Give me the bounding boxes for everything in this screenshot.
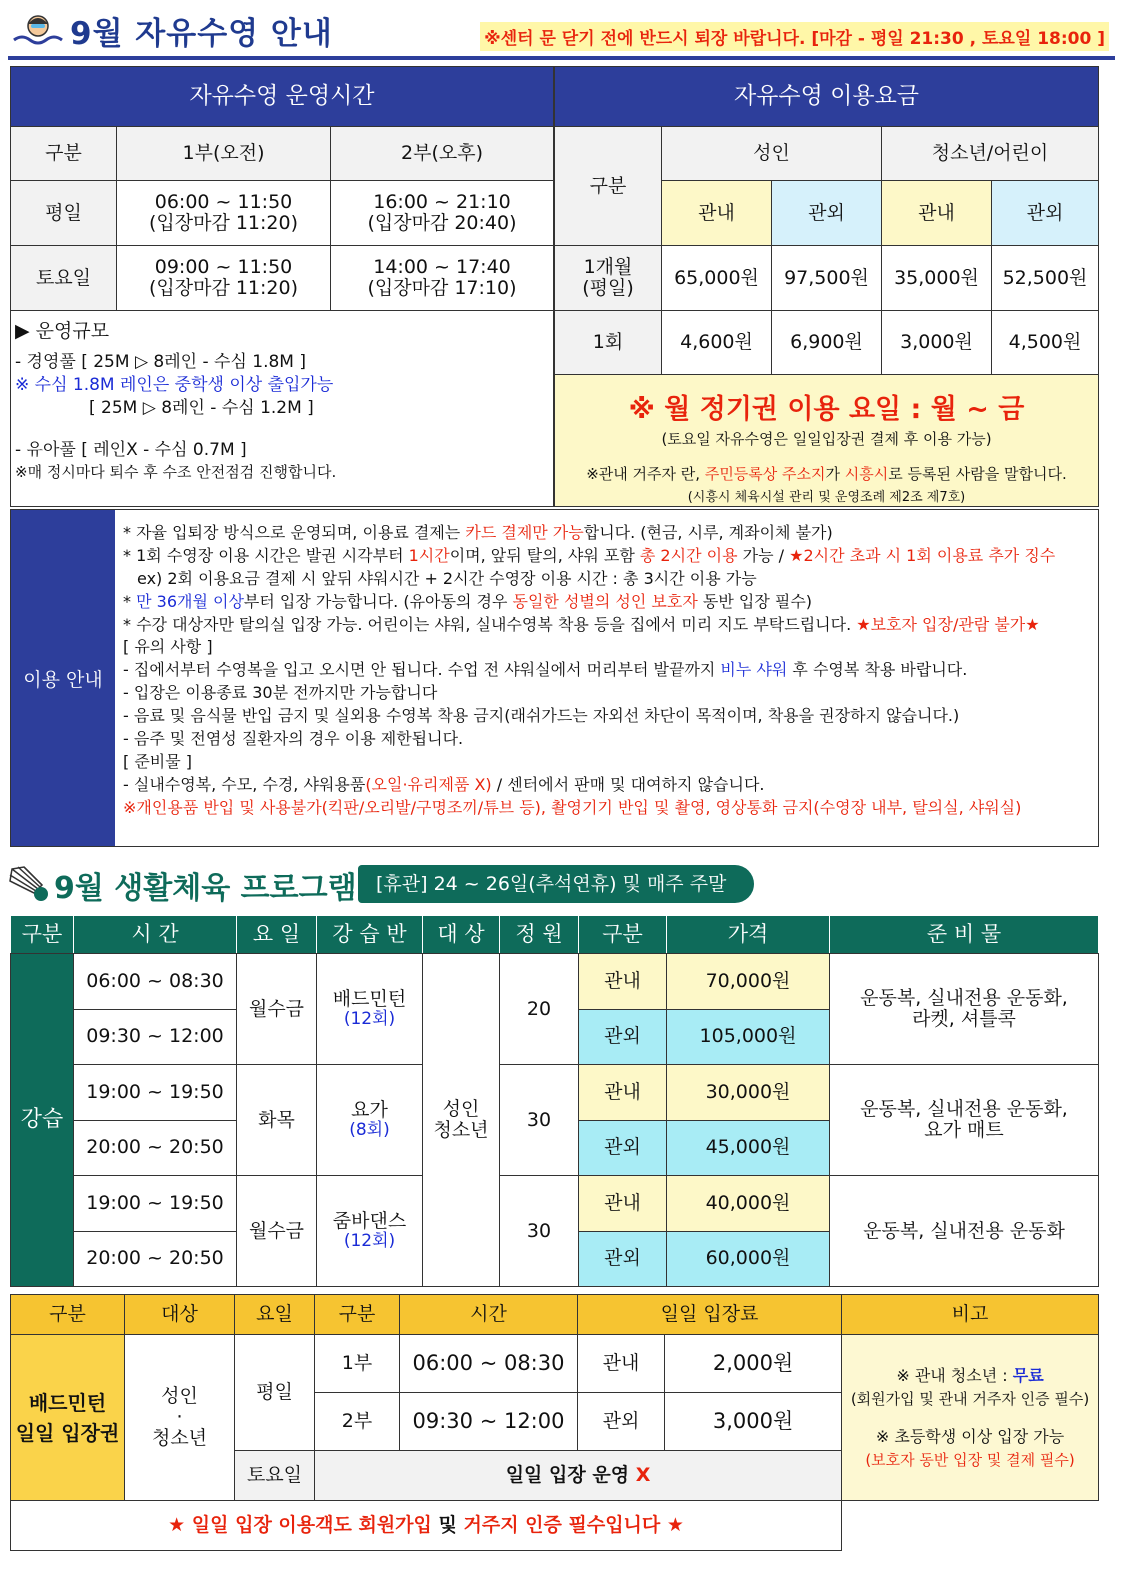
text: * 자율 입퇴장 방식으로 운영되며, 이용료 결제는 — [123, 523, 466, 542]
closing-notice: ※센터 문 닫기 전에 반드시 퇴장 바랍니다. [마감 - 평일 21:30 , 토요일 18:00 ] — [480, 22, 1109, 51]
fees-title: 자유수영 이용요금 — [555, 67, 1099, 127]
col-header: 구분 — [579, 916, 667, 954]
lap-pool-line: - 경영풀 [ 25M ▷ 8레인 - 수심 1.8M ] — [15, 351, 307, 372]
time-cell: 20:00 ~ 20:50 — [74, 1120, 237, 1176]
resident-type: 관외 — [579, 1120, 667, 1176]
time-cell: 19:00 ~ 19:50 — [74, 1065, 237, 1121]
guide-line: - 음주 및 전염성 질환자의 경우 이용 제한됩니다. — [123, 728, 464, 748]
text-highlight: ★보호자 입장/관람 불가★ — [856, 614, 1040, 634]
usage-guide-body — [123, 522, 1092, 819]
capacity-cell: 20 — [500, 954, 579, 1065]
guide-section-heading: [ 유의 사항 ] — [123, 637, 213, 657]
prep-line: 운동복, 실내전용 운동화, — [860, 1098, 1068, 1121]
empty-cell — [842, 1501, 1099, 1551]
col-header: 구분 — [11, 916, 74, 954]
text: 후 수영복 착용 바랍니다. — [787, 660, 968, 680]
target-cell — [423, 954, 500, 1287]
footer-highlight: 회원가입 — [358, 1514, 432, 1537]
fees-col-in: 관내 — [882, 181, 992, 246]
class-name: 배드민턴 — [332, 988, 407, 1011]
entry-deadline: (입장마감 17:10) — [367, 277, 517, 299]
text: * 수강 대상자만 탈의실 입장 가능. 어린이는 샤워, 실내수영복 착용 등을 집에서 미리 지도 부탁드립니다. — [123, 614, 857, 634]
resident-type: 관외 — [579, 1231, 667, 1287]
price-cell: 105,000원 — [667, 1009, 830, 1065]
fees-col-out: 관외 — [992, 181, 1099, 246]
saturday-status — [315, 1451, 842, 1501]
swimmer-icon — [12, 10, 64, 50]
hours-row-weekday — [11, 181, 554, 246]
table-row — [11, 1501, 1099, 1551]
text: * 1회 수영장 이용 시간은 발권 시각부터 — [123, 545, 409, 565]
resident-type: 관내 — [578, 1335, 665, 1393]
part-cell: 1부 — [315, 1335, 400, 1393]
time-cell: 19:00 ~ 19:50 — [74, 1176, 237, 1232]
guide-line — [123, 659, 1092, 682]
saturday-note: (토요일 자유수영은 일일입장권 결제 후 이용 가능) — [661, 430, 992, 448]
col-header: 강 습 반 — [317, 916, 423, 954]
resident-type: 관내 — [579, 954, 667, 1010]
time-cell: 06:00 ~ 08:30 — [400, 1335, 578, 1393]
col-header: 일일 입장료 — [578, 1295, 842, 1335]
guide-line — [123, 591, 1092, 614]
guide-section-heading: [ 준비물 ] — [123, 751, 193, 771]
footer-text: ★ 일일 입장 이용객도 — [168, 1514, 359, 1537]
prep-line: 요가 매트 — [924, 1119, 1004, 1141]
text-highlight: 총 2시간 이용 — [639, 545, 738, 565]
note-text: (회원가입 및 관내 거주자 인증 필수) — [850, 1390, 1090, 1408]
day-cell: 월수금 — [237, 1176, 317, 1287]
prep-line: 운동복, 실내전용 운동화 — [863, 1219, 1065, 1242]
shuttlecock-icon — [8, 865, 50, 903]
price-cell: 40,000원 — [667, 1176, 830, 1232]
time-cell: 06:00 ~ 08:30 — [74, 954, 237, 1010]
prep-cell — [830, 954, 1099, 1065]
fees-col-youth: 청소년/어린이 — [882, 127, 1099, 181]
price-cell: 4,500원 — [992, 311, 1099, 375]
price-cell: 45,000원 — [667, 1120, 830, 1176]
row-label: 평일 — [11, 181, 117, 246]
fees-table — [554, 66, 1099, 375]
time-range: 09:00 ~ 11:50 — [154, 256, 293, 279]
capacity-cell: 30 — [500, 1065, 579, 1176]
text: 합니다. (현금, 시루, 계좌이체 불가) — [583, 523, 833, 542]
table-row — [11, 1065, 1099, 1121]
target-line: 성인 — [442, 1098, 480, 1121]
fees-col-adult: 성인 — [662, 127, 882, 181]
time-cell: 09:30 ~ 12:00 — [74, 1009, 237, 1065]
program-title: 9월 생활체육 프로그램 — [54, 871, 357, 906]
price-cell: 70,000원 — [667, 954, 830, 1010]
resident-type: 관외 — [579, 1009, 667, 1065]
price-cell: 4,600원 — [662, 311, 772, 375]
hours-col-afternoon: 2부(오후) — [331, 127, 554, 181]
time-cell: 20:00 ~ 20:50 — [74, 1231, 237, 1287]
pool-scale-box — [10, 310, 554, 507]
col-header: 구분 — [11, 1295, 125, 1335]
monthly-pass-box — [554, 374, 1099, 507]
entry-deadline: (입장마감 20:40) — [367, 212, 517, 234]
resident-type: 관내 — [579, 1065, 667, 1121]
text: 동반 입장 필수) — [697, 591, 813, 611]
guide-line — [123, 774, 1092, 797]
text-highlight: 만 36개월 이상 — [136, 591, 244, 611]
resident-type: 관외 — [578, 1393, 665, 1451]
row-label: 1회 — [555, 311, 662, 375]
col-header: 요 일 — [237, 916, 317, 954]
guide-line — [123, 545, 1092, 568]
capacity-cell: 30 — [500, 1176, 579, 1287]
target-line: 청소년 — [433, 1119, 489, 1141]
depth-restriction-note: ※ 수심 1.8M 레인은 중학생 이상 출입가능 — [15, 374, 334, 395]
kids-pool-line: - 유아풀 [ 레인X - 수심 0.7M ] — [15, 440, 247, 461]
text: 부터 입장 가능합니다. (유아동의 경우 — [243, 591, 513, 611]
ordinance-reference: (시흥시 체육시설 관리 및 운영조례 제2조 제7호) — [687, 490, 966, 505]
text: - 집에서부터 수영복을 입고 오시면 안 됩니다. 수업 전 샤워실에서 머리부터 발끝까지 — [123, 660, 721, 680]
fees-col-in: 관내 — [662, 181, 772, 246]
guide-line: ※개인용품 반입 및 사용불가(킥판/오리발/구명조끼/튜브 등), 촬영기기 반입 및 촬영, 영상통화 금지(수영장 내부, 탈의실, 샤워실) — [123, 797, 1022, 817]
row-sublabel: (평일) — [582, 277, 634, 299]
col-header: 정 원 — [500, 916, 579, 954]
note-text: ※ 관내 청소년 : — [896, 1366, 1013, 1385]
text-highlight: 주민등록상 주소지 — [704, 465, 826, 483]
table-row — [11, 1176, 1099, 1232]
header-rule — [8, 56, 1115, 60]
text-highlight: 비누 샤워 — [720, 660, 788, 680]
price-cell: 6,900원 — [772, 311, 882, 375]
part-cell: 2부 — [315, 1393, 400, 1451]
class-count: (12회) — [343, 1009, 396, 1030]
program-header — [8, 861, 768, 907]
monthly-pass-days: ※ 월 정기권 이용 요일 : 월 ~ 금 — [628, 394, 1025, 425]
row-label: 토요일 — [11, 246, 117, 311]
time-range: 14:00 ~ 17:40 — [373, 256, 511, 279]
col-header: 대 상 — [423, 916, 500, 954]
class-cell — [317, 1176, 423, 1287]
category-cell: 강습 — [11, 954, 74, 1287]
resident-definition — [555, 463, 1098, 484]
class-name: 요가 — [351, 1099, 388, 1122]
prep-cell — [830, 1065, 1099, 1176]
hours-col-gubun: 구분 — [11, 127, 117, 181]
col-header: 시 간 — [74, 916, 237, 954]
class-name: 줌바댄스 — [332, 1210, 407, 1233]
guide-line: - 음료 및 음식물 반입 금지 및 실외용 수영복 착용 금지(래쉬가드는 자외선 차단이 목적이며, 착용을 권장하지 않습니다.) — [123, 706, 960, 725]
col-header: 시간 — [400, 1295, 578, 1335]
page-header — [8, 4, 1115, 60]
daily-notes — [842, 1335, 1099, 1501]
hours-row-saturday — [11, 246, 554, 311]
col-header: 가격 — [667, 916, 830, 954]
price-cell: 3,000원 — [665, 1393, 842, 1451]
guide-line — [123, 614, 1092, 637]
footer-text: 필수입니다 ★ — [561, 1514, 684, 1537]
text-highlight: ★2시간 초과 시 1회 이용료 추가 징수 — [789, 545, 1056, 565]
target-line: 청소년 — [151, 1426, 208, 1449]
hours-title: 자유수영 운영시간 — [11, 67, 554, 127]
price-cell: 30,000원 — [667, 1065, 830, 1121]
note-text: ※ 초등학생 이상 입장 가능 — [875, 1426, 1065, 1446]
price-cell: 3,000원 — [882, 311, 992, 375]
hours-table — [10, 66, 554, 311]
col-header: 구분 — [315, 1295, 400, 1335]
hours-col-morning: 1부(오전) — [117, 127, 331, 181]
text: * — [123, 591, 137, 611]
table-row — [11, 954, 1099, 1010]
guide-line: ex) 2회 이용요금 결제 시 앞뒤 샤워시간 + 2시간 수영장 이용 시간 : 총 3시간 이용 가능 — [137, 568, 757, 588]
guide-line — [123, 522, 1092, 545]
program-table — [10, 915, 1099, 1287]
pass-name-line: 배드민턴 — [28, 1390, 107, 1415]
daily-pass-table — [10, 1294, 1099, 1551]
target-cell — [125, 1335, 235, 1501]
note-text: (보호자 동반 입장 및 결제 필수) — [865, 1450, 1075, 1469]
prep-line: 라켓, 셔틀콕 — [912, 1008, 1016, 1030]
usage-guide-label: 이용 안내 — [11, 510, 115, 846]
text: ※관내 거주자 란, — [586, 465, 705, 483]
entry-deadline: (입장마감 11:20) — [148, 277, 299, 299]
time-range: 06:00 ~ 11:50 — [154, 191, 293, 214]
target-line: 성인 — [161, 1385, 198, 1408]
time-range: 16:00 ~ 21:10 — [373, 191, 511, 214]
fees-row-monthly — [555, 246, 1099, 311]
price-cell: 2,000원 — [665, 1335, 842, 1393]
daily-pass-name — [11, 1335, 125, 1501]
safety-check-note: ※매 정시마다 퇴수 후 수조 안전점검 진행합니다. — [15, 463, 337, 482]
status-x: X — [635, 1464, 651, 1487]
price-cell: 35,000원 — [882, 246, 992, 311]
pass-name-line: 일일 입장권 — [15, 1420, 120, 1445]
col-header: 비고 — [842, 1295, 1099, 1335]
day-cell: 토요일 — [235, 1451, 315, 1501]
text: 로 등록된 사람을 말합니다. — [888, 465, 1067, 483]
col-header: 준 비 물 — [830, 916, 1099, 954]
target-dot: · — [176, 1406, 183, 1429]
price-cell: 65,000원 — [662, 246, 772, 311]
text-highlight: 카드 결제만 가능 — [465, 523, 584, 542]
entry-deadline: (입장마감 11:20) — [148, 212, 299, 234]
fees-row-single — [555, 311, 1099, 375]
text: 가 — [825, 465, 845, 483]
price-cell: 52,500원 — [992, 246, 1099, 311]
col-header: 대상 — [125, 1295, 235, 1335]
text: 가능 / — [737, 545, 790, 565]
time-cell: 09:30 ~ 12:00 — [400, 1393, 578, 1451]
pool-scale-heading: ▶ 운영규모 — [15, 320, 110, 342]
text: - 실내수영복, 수모, 수경, 샤워용품 — [123, 774, 366, 794]
day-cell: 화목 — [237, 1065, 317, 1176]
text-highlight: (오일·유리제품 X) — [365, 774, 492, 794]
class-cell — [317, 1065, 423, 1176]
status-text: 일일 입장 운영 — [505, 1464, 630, 1487]
footer-highlight: 거주지 인증 — [463, 1514, 562, 1537]
text: / 센터에서 판매 및 대여하지 않습니다. — [491, 774, 765, 794]
daily-footer — [11, 1501, 842, 1551]
col-header: 요일 — [235, 1295, 315, 1335]
fees-col-gubun: 구분 — [555, 127, 662, 246]
resident-type: 관내 — [579, 1176, 667, 1232]
day-cell: 평일 — [235, 1335, 315, 1451]
lap-pool-line-2: [ 25M ▷ 8레인 - 수심 1.2M ] — [89, 397, 314, 418]
page-title: 9월 자유수영 안내 — [70, 16, 333, 52]
day-cell: 월수금 — [237, 954, 317, 1065]
guide-line: - 입장은 이용종료 30분 전까지만 가능합니다 — [123, 683, 438, 703]
fees-col-out: 관외 — [772, 181, 882, 246]
text: 이며, 앞뒤 탈의, 샤워 포함 — [449, 545, 640, 565]
class-cell — [317, 954, 423, 1065]
text-highlight: 시흥시 — [844, 465, 889, 483]
closure-tag: [휴관] 24 ~ 26일(추석연휴) 및 매주 주말 — [358, 865, 754, 903]
text-highlight: 1시간 — [408, 545, 450, 565]
prep-cell — [830, 1176, 1099, 1287]
note-highlight: 무료 — [1012, 1366, 1044, 1385]
prep-line: 운동복, 실내전용 운동화, — [860, 987, 1068, 1010]
row-label: 1개월 — [583, 256, 633, 279]
usage-guide — [10, 509, 1099, 847]
text-highlight: 동일한 성별의 성인 보호자 — [512, 591, 698, 611]
class-count: (12회) — [343, 1231, 396, 1252]
price-cell: 97,500원 — [772, 246, 882, 311]
footer-text: 및 — [431, 1514, 464, 1537]
price-cell: 60,000원 — [667, 1231, 830, 1287]
class-count: (8회) — [349, 1120, 390, 1141]
table-row — [11, 1335, 1099, 1393]
